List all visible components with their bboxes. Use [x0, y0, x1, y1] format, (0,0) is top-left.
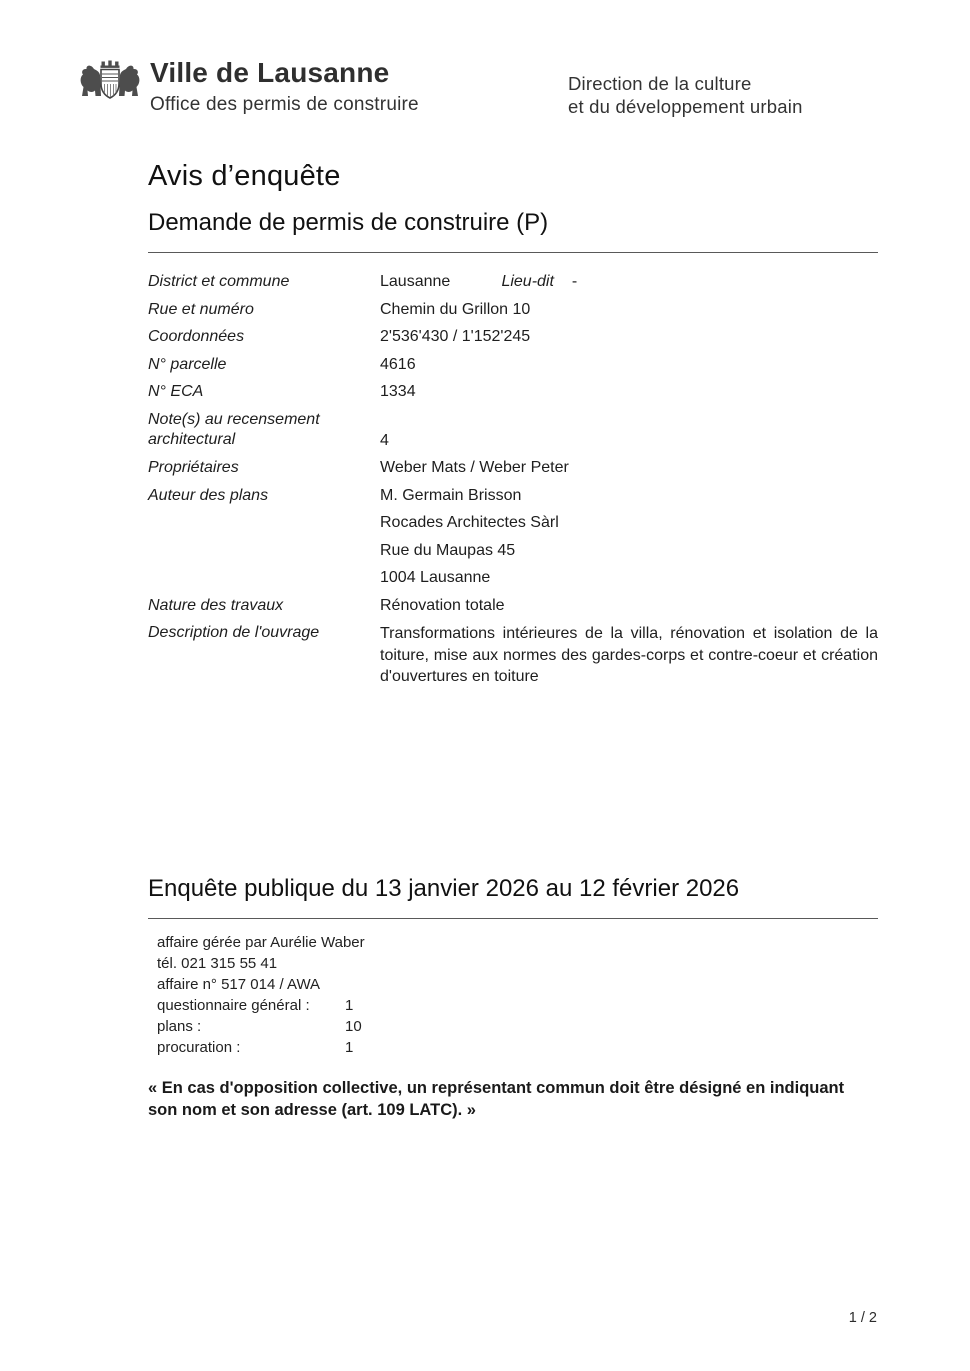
page-footer: [849, 1310, 877, 1326]
table-row-nature-travaux: [148, 596, 878, 615]
row-value: 1334: [380, 383, 416, 400]
count-procuration: [157, 1037, 878, 1058]
row-label: N° ECA: [148, 383, 204, 400]
table-row-recensement: [148, 410, 878, 450]
lausanne-coat-of-arms-icon: [78, 60, 142, 106]
phone-number: tél. 021 315 55 41: [157, 954, 278, 972]
row-value: 2'536'430 / 1'152'245: [380, 328, 531, 345]
row-value: [380, 486, 878, 588]
row-label: Description de l'ouvrage: [148, 624, 320, 641]
direction-name: [568, 72, 803, 118]
logo-subtitle: Office des permis de construire: [150, 94, 419, 115]
enquiry-info: [148, 932, 878, 1058]
auteur-line: Rocades Architectes Sàrl: [380, 514, 559, 531]
table-row-proprietaires: [148, 458, 878, 477]
auteur-line: M. Germain Brisson: [380, 486, 522, 504]
lieu-dit-label: Lieu-dit: [501, 273, 554, 290]
row-label: Note(s) au recensement architectural: [148, 410, 320, 448]
row-label: Auteur des plans: [148, 486, 269, 504]
row-label: Propriétaires: [148, 459, 239, 476]
details-table: [148, 272, 878, 688]
count-value: 10: [345, 1017, 362, 1035]
count-value: 1: [345, 996, 354, 1014]
direction-line-1: Direction de la culture: [568, 73, 752, 94]
document-body: [148, 158, 878, 1122]
lieu-dit-value: -: [571, 273, 578, 290]
case-number: affaire n° 517 014 / AWA: [157, 975, 321, 993]
row-value: 4: [380, 431, 389, 449]
enquiry-period-title: Enquête publique du 13 janvier 2026 au 12 février 2026: [148, 874, 740, 902]
row-label: District et commune: [148, 273, 290, 290]
page-number: 1 / 2: [848, 1310, 877, 1326]
count-questionnaire: [157, 995, 878, 1016]
table-row-parcelle: [148, 355, 878, 374]
header-logo: [78, 58, 419, 116]
count-label: plans :: [157, 1017, 202, 1035]
direction-line-2: et du développement urbain: [568, 96, 803, 117]
count-plans: [157, 1016, 878, 1037]
row-label: Nature des travaux: [148, 596, 284, 614]
table-row-rue: [148, 300, 878, 319]
title-divider: [148, 252, 878, 253]
count-label: questionnaire général :: [157, 996, 310, 1014]
count-label: procuration :: [157, 1038, 241, 1056]
table-row-auteur-plans: [148, 486, 878, 588]
row-label: Coordonnées: [148, 328, 245, 345]
row-value: Transformations intérieures de la villa, rénovation et isolation de la toiture, mise aux normes des gardes-corps et contre-coeur et création d'ouvertures en toiture: [380, 625, 878, 685]
row-value: [380, 272, 878, 291]
district-value: Lausanne: [380, 273, 451, 290]
count-value: 1: [345, 1038, 354, 1056]
legal-notice: « En cas d'opposition collective, un représentant commun doit être désigné en indiquant son nom et son adresse (art. 109 LATC). »: [148, 1078, 845, 1119]
row-label: Rue et numéro: [148, 300, 254, 318]
table-row-eca: [148, 382, 878, 401]
managed-by: affaire gérée par Aurélie Waber: [157, 933, 365, 951]
page-subtitle: Demande de permis de construire (P): [148, 209, 549, 236]
enquiry-divider: [148, 918, 878, 919]
table-row-district: [148, 272, 878, 291]
row-value: Rénovation totale: [380, 596, 505, 614]
table-row-coordonnees: [148, 327, 878, 346]
logo-title: Ville de Lausanne: [150, 57, 390, 88]
row-value: 4616: [380, 355, 416, 373]
row-value: Chemin du Grillon 10: [380, 300, 531, 318]
row-label: N° parcelle: [148, 355, 227, 373]
auteur-line: 1004 Lausanne: [380, 569, 491, 586]
table-row-description: [148, 623, 878, 688]
row-value: Weber Mats / Weber Peter: [380, 459, 569, 476]
page-title: Avis d’enquête: [148, 160, 341, 192]
auteur-line: Rue du Maupas 45: [380, 541, 516, 559]
